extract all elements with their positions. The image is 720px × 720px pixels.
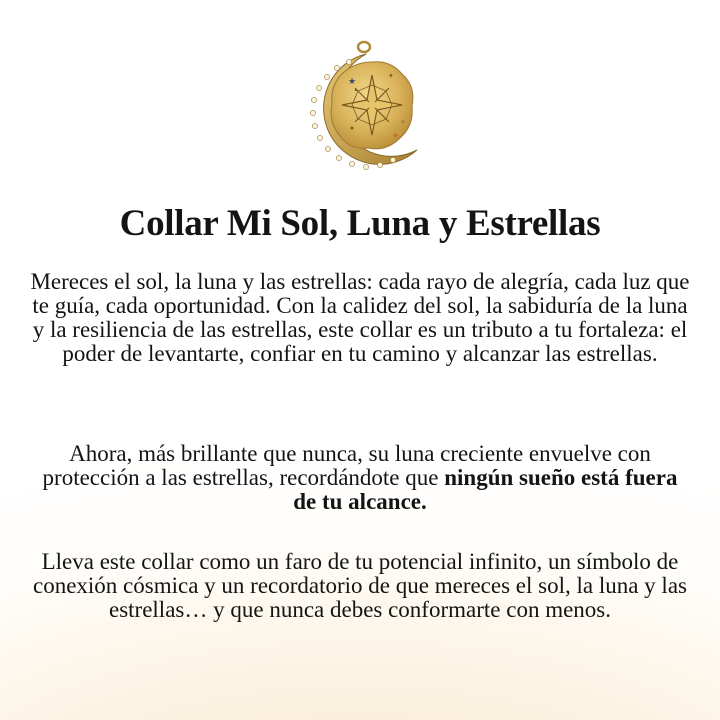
- sun-star-icon: [331, 62, 413, 149]
- svg-text:✧: ✧: [400, 118, 406, 126]
- svg-text:★: ★: [392, 131, 400, 140]
- paragraph-2-emphasis: ningún sueño está fuera de tu alcance.: [293, 465, 678, 514]
- description-paragraph-1: Mereces el sol, la luna y las estrellas: cada rayo de alegría, cada luz que te guía, cada oportunidad. Con la calidez del sol, la sabiduría de la luna y la resiliencia de las estrellas, este collar es un tributo a tu fortaleza: el poder de levantarte, confiar en tu camino y alcanzar las estrellas.: [30, 269, 690, 366]
- pendant-illustration: [292, 40, 432, 180]
- page-title: Collar Mi Sol, Luna y Estrellas: [119, 203, 601, 244]
- description-paragraph-3: Lleva este collar como un faro de tu potencial infinito, un símbolo de conexión cósmica y un recordatorio de que mereces el sol, la luna y las estrellas… y que nunca debes conformarte con menos.: [33, 549, 687, 622]
- paragraph-2-text: Ahora, más brillante que nunca, su luna creciente envuelve con protección a las estrellas, recordándote que: [42, 441, 651, 490]
- bail-icon: [358, 42, 370, 52]
- svg-text:✦: ✦: [388, 72, 394, 80]
- svg-text:★: ★: [348, 77, 357, 87]
- description-paragraph-2: [30, 442, 690, 514]
